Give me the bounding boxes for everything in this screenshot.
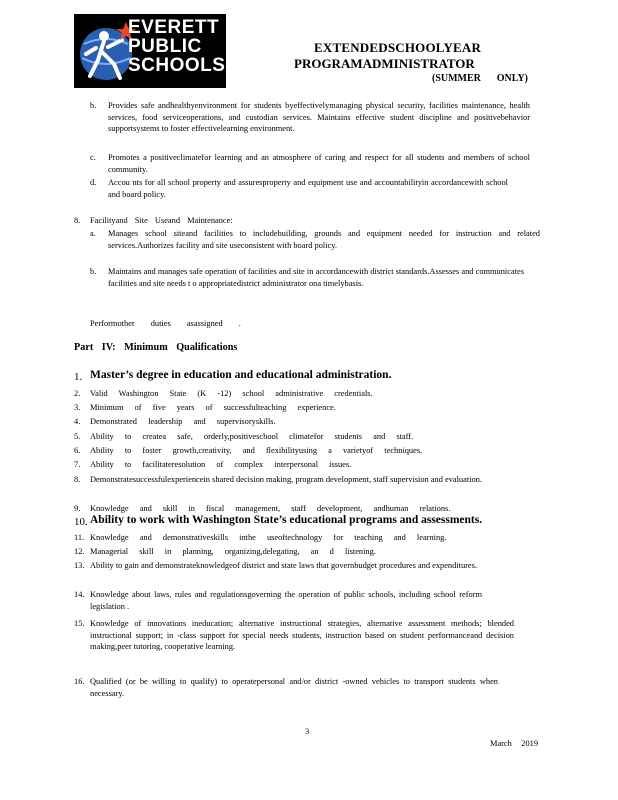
doc-title-administrator: ADMINISTRATOR bbox=[362, 56, 475, 71]
qualification-text: Knowledge about laws, rules and regulationsgoverning the operation of public schools, including school reform legislation . bbox=[90, 590, 482, 611]
qualification-number: 11. bbox=[74, 533, 85, 542]
qualification-number: 2. bbox=[74, 389, 81, 398]
qualification-text: Ability to createa safe, orderly,positiveschool climatefor students and staff. bbox=[90, 432, 414, 441]
qualification-number: 4. bbox=[74, 417, 81, 426]
qualification-number: 3. bbox=[74, 403, 81, 412]
footer-month: March bbox=[490, 739, 512, 748]
qualification-number: 12. bbox=[74, 547, 85, 556]
item-7c-text: Promotes a positiveclimatefor learning and an atmosphere of caring and respect for all students and members of school community. bbox=[108, 153, 530, 174]
page-number: 3 bbox=[305, 727, 310, 736]
qualification-text: Ability to foster growth,creativity, and flexibilityusing a varietyof techniques. bbox=[90, 446, 423, 455]
qualification-number: 9. bbox=[74, 504, 81, 513]
qualification-text: Managerial skill in planning, organizing,delegating, an d listening. bbox=[90, 547, 376, 556]
logo-line-2: PUBLIC bbox=[128, 36, 202, 57]
qualification-number: 8. bbox=[74, 475, 81, 484]
item-7d-text: Accou nts for all school property and assuresproperty and equipment use and accountabilityin accordancewith school and board policy. bbox=[108, 178, 508, 199]
doc-title-summer: (SUMMER bbox=[432, 73, 481, 84]
qualification-text: Knowledge of innovations ineducation; alternative instructional strategies, alternative assessment methods; blended instructional support; in -class support for special needs students, instruction based on student performanceand decision making,peer tutoring, cooperative learning. bbox=[90, 619, 514, 652]
item-label: d. bbox=[90, 178, 97, 187]
doc-title-only: ONLY) bbox=[496, 73, 528, 84]
qualification-number: 16. bbox=[74, 677, 85, 686]
item-8a-text: Manages school siteand facilities to includebuilding, grounds and equipment needed for instruction and related services.Authorizes facility and site useconsistent with board policy. bbox=[108, 229, 540, 250]
doc-title-line-3 bbox=[432, 73, 528, 84]
qualification-number: 7. bbox=[74, 460, 81, 469]
section-8-title: Facilityand Site Useand Maintenance: bbox=[90, 216, 233, 225]
qualification-number: 5. bbox=[74, 432, 81, 441]
doc-title-program: PROGRAM bbox=[294, 56, 363, 71]
qualification-text: Demonstrated leadership and supervisoryskills. bbox=[90, 417, 276, 426]
other-duties-text: Performother duties asassigned . bbox=[90, 319, 241, 328]
item-8b-text: Maintains and manages safe operation of facilities and site in accordancewith district standards.Assesses and communicates facilities and site needs t o appropriatedistrict administrator ona timelybasis. bbox=[108, 267, 524, 288]
qualification-text: Knowledge and skill in fiscal management, staff development, andhuman relations. bbox=[90, 504, 451, 513]
qualification-text: Qualified (or be willing to qualify) to operatepersonal and/or district -owned vehicles to transport students when necessary. bbox=[90, 677, 498, 698]
qualification-text: Master’s degree in education and educational administration. bbox=[90, 369, 392, 381]
footer-year: 2019 bbox=[521, 739, 538, 748]
item-label: c. bbox=[90, 153, 96, 162]
qualification-text: Ability to work with Washington State’s educational programs and assessments. bbox=[90, 514, 483, 526]
logo-wordmark bbox=[128, 18, 225, 75]
item-label: a. bbox=[90, 229, 96, 238]
qualification-text: Valid Washington State (K -12) school administrative credentials. bbox=[90, 389, 373, 398]
doc-title-line-2 bbox=[294, 56, 475, 72]
part-iv-heading: Part IV: Minimum Qualifications bbox=[74, 342, 238, 353]
qualification-number: 14. bbox=[74, 590, 85, 599]
qualification-number: 1. bbox=[74, 371, 83, 383]
qualification-text: Demonstratesuccessfulexperiencein shared decision making, program development, staff supervision and evaluation. bbox=[90, 475, 482, 484]
item-label: b. bbox=[90, 267, 97, 276]
logo-line-1: EVERETT bbox=[128, 17, 220, 38]
item-label: b. bbox=[90, 101, 97, 110]
qualification-number: 13. bbox=[74, 561, 85, 570]
doc-title-line-1: EXTENDEDSCHOOLYEAR bbox=[314, 40, 482, 55]
logo-line-3: SCHOOLS bbox=[128, 55, 226, 76]
item-7b-text: Provides safe andhealthyenvironment for students byeffectivelymanaging physical security, facilities maintenance, health services, food serviceoperations, and custodian services. Maintains effective student discipline and positivebehavior supportsystems to foster effectivelearning environment. bbox=[108, 101, 530, 134]
section-number: 8. bbox=[74, 216, 81, 225]
qualification-text: Ability to facilitateresolution of complex interpersonal issues. bbox=[90, 460, 352, 469]
qualification-number: 6. bbox=[74, 446, 81, 455]
qualification-number: 10. bbox=[74, 516, 88, 528]
qualification-text: Minimum of five years of successfulteaching experience. bbox=[90, 403, 336, 412]
footer-date bbox=[490, 739, 538, 748]
qualification-number: 15. bbox=[74, 619, 85, 628]
qualification-text: Knowledge and demonstrativeskills inthe useoftechnology for teaching and learning. bbox=[90, 533, 447, 542]
qualification-text: Ability to gain and demonstrateknowledgeof district and state laws that governbudget procedures and expenditures. bbox=[90, 561, 478, 570]
everett-public-schools-logo bbox=[74, 14, 226, 88]
